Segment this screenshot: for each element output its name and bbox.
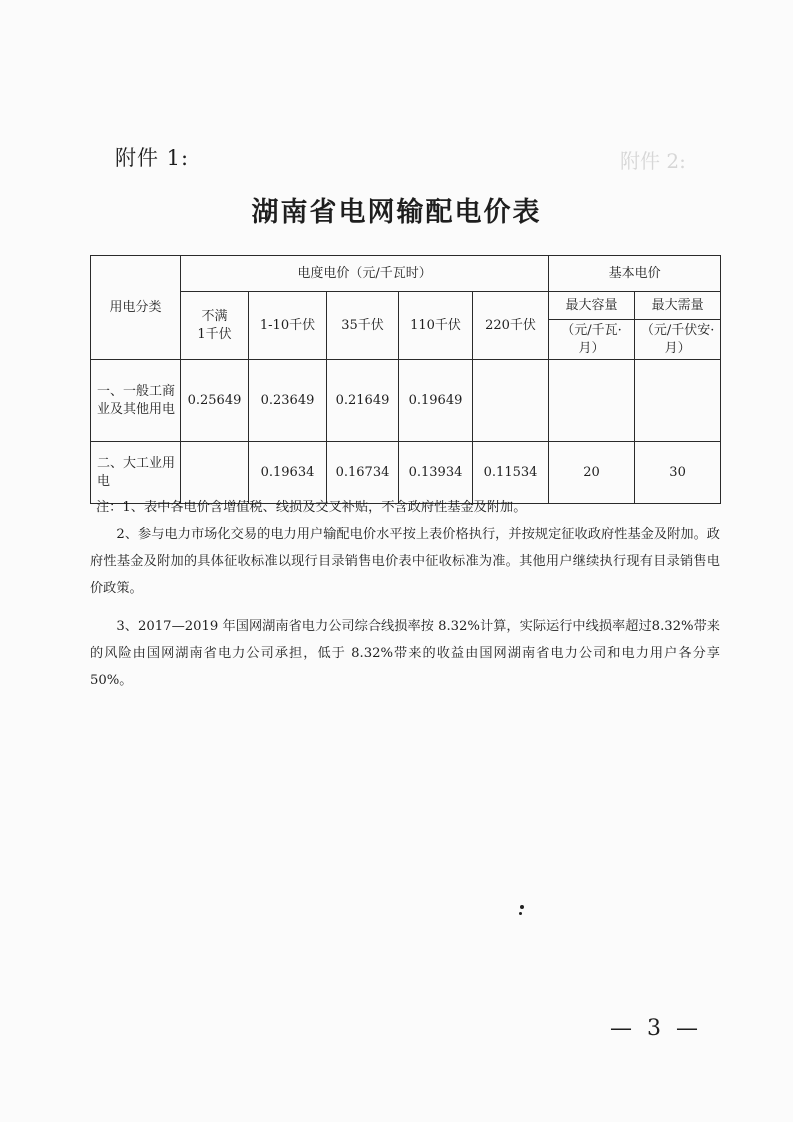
price-cell: 0.19649: [399, 360, 473, 442]
price-cell: 20: [549, 442, 635, 504]
paper-speck: [519, 912, 522, 915]
price-cell: 0.23649: [249, 360, 327, 442]
tariff-table: [90, 255, 721, 504]
price-cell: 0.13934: [399, 442, 473, 504]
bleed-through-text: 附件 2:: [620, 149, 686, 173]
voltage-110kv: 110千伏: [399, 292, 473, 360]
table-row: [91, 360, 721, 442]
price-cell: 0.21649: [327, 360, 399, 442]
basic-price-header: 基本电价: [549, 256, 721, 292]
voltage-under-1kv: 不满 1千伏: [181, 292, 249, 360]
max-capacity-unit: （元/千瓦·月）: [549, 320, 635, 360]
price-cell: 30: [635, 442, 721, 504]
max-capacity-header: 最大容量: [549, 292, 635, 320]
price-cell: 0.11534: [473, 442, 549, 504]
document-title: 湖南省电网输配电价表: [251, 197, 542, 228]
page-number: — 3 —: [610, 1016, 702, 1041]
note-2: 2、参与电力市场化交易的电力用户输配电价水平按上表价格执行，并按规定征收政府性基金及附加。政府性基金及附加的具体征收标准以现行目录销售电价表中征收标准为准。其他用户继续执行现有目录销售电价政策。: [90, 527, 720, 596]
price-cell: 0.25649: [181, 360, 249, 442]
note-3: 3、2017—2019 年国网湖南省电力公司综合线损率按 8.32%计算，实际运行中线损率超过8.32%带来的风险由国网湖南省电力公司承担，低于 8.32%带来的收益由国网湖南省电力公司和电力用户各分享 50%。: [90, 619, 720, 688]
row-category: 一、一般工商业及其他用电: [91, 360, 181, 442]
attachment-label: 附件 1:: [115, 146, 190, 170]
note-1: 注：1、表中各电价含增值税、线损及交叉补贴，不含政府性基金及附加。: [96, 500, 527, 515]
category-header: 用电分类: [91, 256, 181, 360]
price-cell: [635, 360, 721, 442]
max-demand-header: 最大需量: [635, 292, 721, 320]
voltage-220kv: 220千伏: [473, 292, 549, 360]
price-cell: [549, 360, 635, 442]
voltage-1-10kv: 1-10千伏: [249, 292, 327, 360]
price-cell: [473, 360, 549, 442]
price-cell: 0.16734: [327, 442, 399, 504]
energy-price-header: 电度电价（元/千瓦时）: [181, 256, 549, 292]
price-cell: 0.19634: [249, 442, 327, 504]
paper-speck: [520, 905, 524, 909]
voltage-35kv: 35千伏: [327, 292, 399, 360]
max-demand-unit: （元/千伏安·月）: [635, 320, 721, 360]
row-category: 二、大工业用电: [91, 442, 181, 504]
